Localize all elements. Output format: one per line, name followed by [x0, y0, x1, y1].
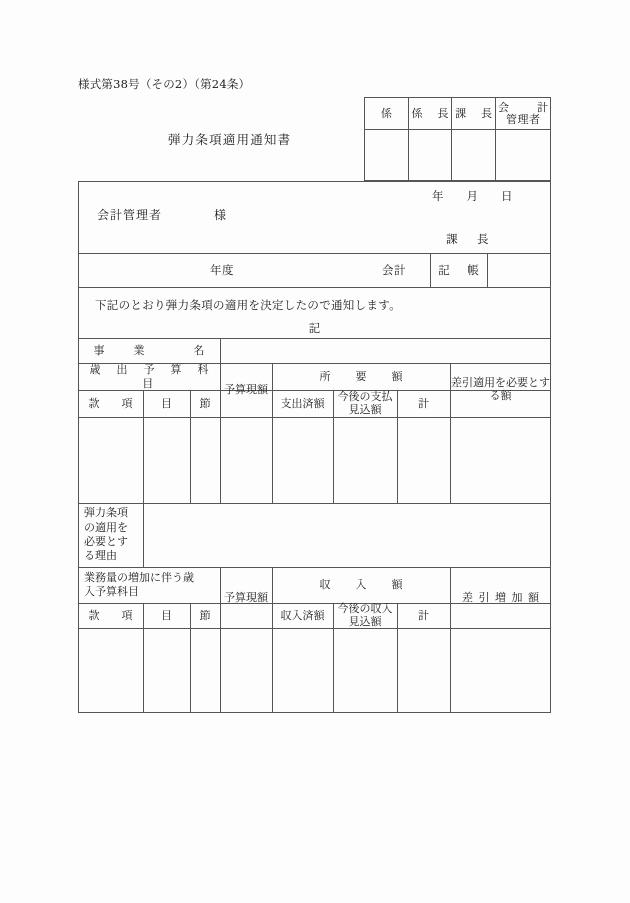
revenue-cell-increase[interactable] [450, 628, 551, 713]
rule-fiscal-bottom [78, 287, 551, 288]
expenditure-sub-expected [333, 390, 397, 417]
revenue-cell-setsu[interactable] [190, 628, 220, 713]
approval-seal-kakari[interactable] [365, 130, 408, 180]
revenue-sub-kankou [78, 603, 143, 628]
expenditure-cell-total[interactable] [397, 417, 450, 503]
account-label: 会計 [382, 263, 406, 277]
bookkeeping-value[interactable] [487, 253, 551, 287]
date-month: 月 [466, 189, 479, 203]
expenditure-required-group-text: 所 要 額 [319, 369, 404, 383]
revenue-increase-label [450, 567, 551, 628]
expenditure-cell-paid[interactable] [272, 417, 333, 503]
expenditure-sub-kankou [78, 390, 143, 417]
approval-header-kacho: 課 長 [452, 98, 495, 130]
expenditure-required-group-label [272, 363, 450, 390]
revenue-sub-total: 計 [418, 608, 429, 622]
project-name-label-text: 事 業 名 [93, 343, 214, 357]
expenditure-sub-paid: 支出済額 [280, 396, 325, 410]
expenditure-sub-kankou-text: 款 項 [88, 396, 138, 410]
reason-label-line4: る理由 [84, 549, 117, 563]
reason-label-line1: 弾力条項 [84, 506, 128, 520]
approval-column-kacho [452, 98, 496, 180]
revenue-sub-expected [333, 603, 397, 628]
expenditure-cell-budget[interactable] [220, 417, 272, 503]
revenue-cell-expected[interactable] [333, 628, 397, 713]
reason-label [84, 503, 143, 567]
fiscal-year-label: 年度 [210, 263, 234, 277]
revenue-group-label-line1: 業務量の増加に伴う歳 [84, 570, 194, 584]
reason-label-line2: の適用を [84, 520, 128, 534]
revenue-budget-label: 予算現額 [224, 590, 268, 604]
revenue-sub-kankou-text: 款 項 [88, 608, 138, 622]
expenditure-cell-balance[interactable] [450, 417, 551, 503]
revenue-cell-total[interactable] [397, 628, 450, 713]
expenditure-cell-moku[interactable] [143, 417, 190, 503]
addressee-honorific: 様 [214, 208, 228, 222]
revenue-income-group-text: 収 入 額 [319, 578, 404, 592]
notice-body: 下記のとおり弾力条項の適用を決定したので通知します。 [95, 298, 401, 312]
date-day: 日 [501, 189, 514, 203]
project-name-value[interactable] [220, 338, 551, 363]
revenue-group-label [84, 567, 220, 603]
notice-ki: 記 [308, 321, 321, 335]
project-name-label [78, 338, 220, 363]
date-year: 年 [432, 189, 445, 203]
revenue-cell-moku[interactable] [143, 628, 190, 713]
expenditure-sub-moku: 目 [161, 396, 172, 410]
expenditure-sub-expected-text: 今後の支払見込額 [337, 389, 393, 416]
expenditure-group-label-text: 歳 出 予 算 科 目 [89, 362, 225, 390]
approval-stamp-box [364, 97, 551, 181]
reason-value[interactable] [143, 503, 551, 567]
expenditure-cell-expected[interactable] [333, 417, 397, 503]
addressee-name: 会計管理者 [97, 208, 163, 222]
approval-seal-kaikei-kanrisha[interactable] [496, 130, 550, 180]
expenditure-group-label [78, 362, 225, 390]
approval-column-kakaricho [409, 98, 453, 180]
document-title: 弾力条項適用通知書 [168, 132, 292, 147]
reason-label-line3: 必要とす [84, 535, 128, 548]
form-number: 様式第38号（その2）（第24条） [78, 77, 251, 91]
revenue-cell-received[interactable] [272, 628, 333, 713]
expenditure-cell-kankou[interactable] [78, 417, 143, 503]
revenue-sub-received: 収入済額 [280, 608, 325, 622]
approval-header-line2: 管理者 [506, 112, 541, 126]
revenue-cell-budget[interactable] [220, 628, 272, 713]
revenue-income-group-label [272, 567, 450, 603]
revenue-group-label-line2: 入予算科目 [84, 585, 139, 598]
expenditure-balance-label-text: 差引適用を必要とする額 [451, 376, 550, 402]
approval-header-line1: 会 計 [498, 100, 551, 114]
approval-column-kaikei-kanrisha [496, 98, 550, 180]
expenditure-balance-label [450, 363, 551, 417]
revenue-sub-setsu: 節 [199, 608, 211, 622]
revenue-sub-expected-text: 今後の収入見込額 [337, 601, 393, 628]
approval-header-kaikei-kanrisha [496, 98, 550, 130]
issuer-title: 課 長 [446, 232, 493, 246]
revenue-increase-label-text: 差 引 増 加 額 [462, 590, 540, 604]
expenditure-sub-setsu: 節 [199, 396, 211, 410]
addressee-line [97, 206, 227, 223]
approval-seal-kakaricho[interactable] [409, 130, 452, 180]
revenue-cell-kankou[interactable] [78, 628, 143, 713]
approval-header-kakari: 係 [365, 98, 408, 130]
expenditure-cell-setsu[interactable] [190, 417, 220, 503]
approval-header-kakaricho: 係 長 [409, 98, 452, 130]
bookkeeping-label: 記 帳 [438, 263, 482, 277]
revenue-sub-moku: 目 [161, 608, 172, 622]
approval-column-kakari [365, 98, 409, 180]
date-line [432, 188, 514, 204]
expenditure-budget-label: 予算現額 [224, 383, 268, 397]
approval-seal-kacho[interactable] [452, 130, 495, 180]
expenditure-sub-total: 計 [418, 396, 429, 410]
